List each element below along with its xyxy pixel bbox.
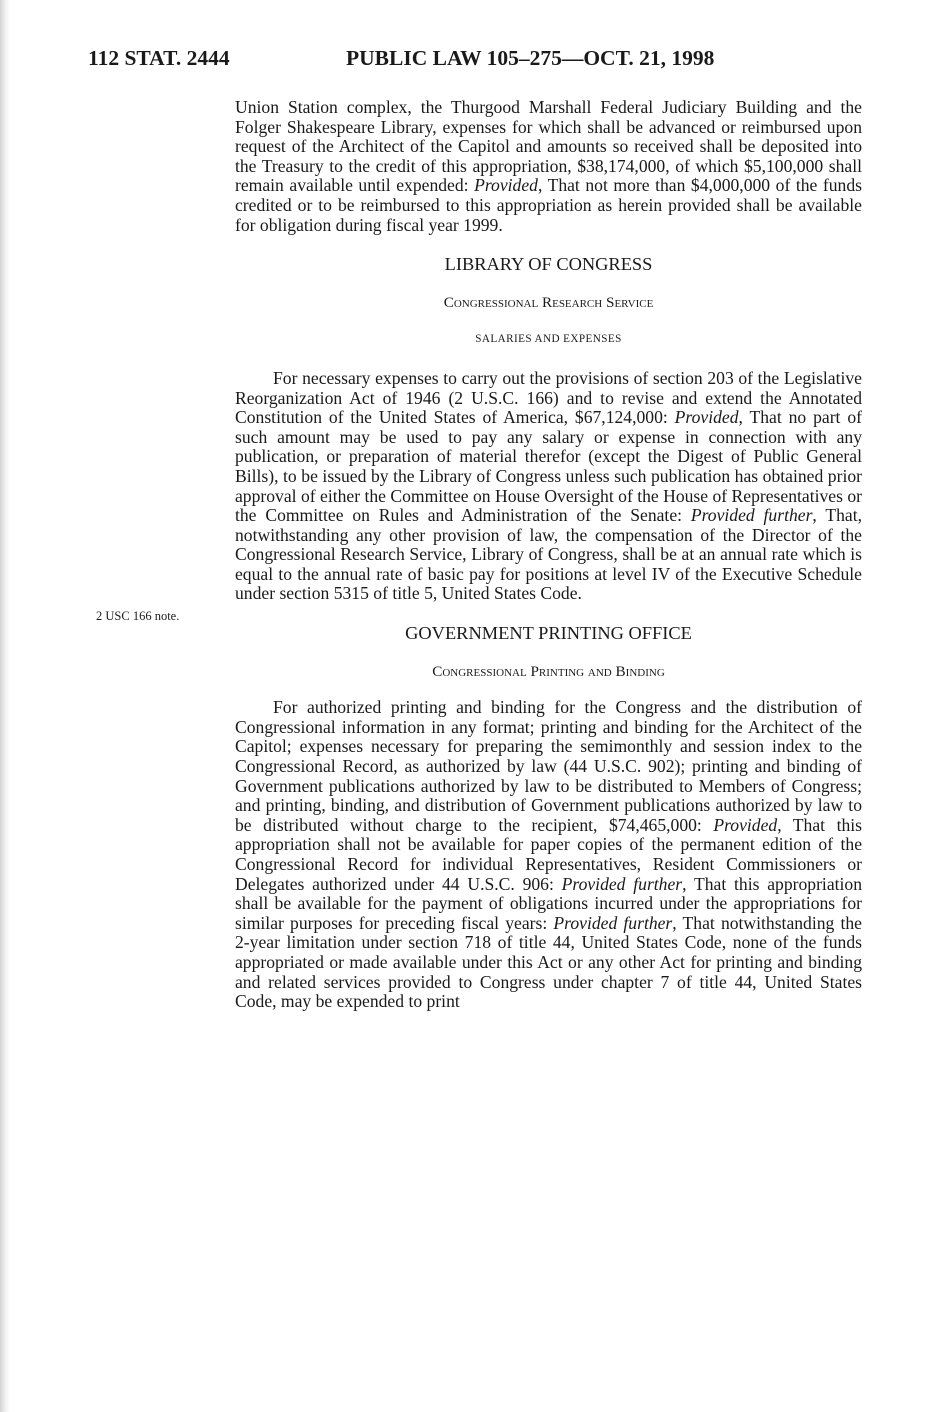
italic-proviso: Provided further [561,873,683,894]
public-law-citation: PUBLIC LAW 105–275—OCT. 21, 1998 [346,46,715,70]
subheading-congressional-research-service: Congressional Research Service [443,293,654,311]
agency-heading-library-of-congress: LIBRARY OF CONGRESS [444,254,653,275]
paragraph-crs [235,369,862,604]
text-run: , That this appropriation shall not be available for paper copies of the permanent edition of the Congressional Record for individual Representatives, Resident Commissioners or Delegates authorized under 44 U.S.C. 906: [235,814,862,894]
text-run: , That this appropriation shall be available for the payment of obligations incurred under the appropriations for similar purposes for preceding fiscal years: [235,873,863,933]
text-run: , That notwithstanding the 2-year limitation under section 718 of title 44, United States Code, none of the funds appropriated or made available under this Act or any other Act for printing and binding and related services provided to Congress under chapter 7 of title 44, United States Code, may be expended to print [235,912,862,1012]
subheading-congressional-printing-and-binding: Congressional Printing and Binding [432,662,665,680]
agency-heading-gpo: GOVERNMENT PRINTING OFFICE [405,623,692,644]
text-run: , That, notwithstanding any other provision of law, the compensation of the Director of the Congressional Research Service, Library of Congress, shall be at an annual rate which is equal to the annual rate of basic pay for positions at level IV of the Executive Schedule under section 5315 of title 5, United States Code. [235,505,862,604]
italic-proviso: Provided further [690,505,813,526]
text-run: , That not more than $4,000,000 of the funds credited or to be reimbursed to this appropriation as herein provided shall be available for obligation during fiscal year 1999. [235,175,862,235]
margin-note: 2 USC 166 note. [96,609,180,623]
statute-page-number: 112 STAT. 2444 [88,46,230,70]
scan-page-edge [0,0,10,1412]
italic-proviso: Provided [674,407,739,428]
paragraph-gpo [235,698,862,1012]
paragraph-continuation [235,98,862,235]
italic-proviso: Provided [474,175,538,196]
body-text [235,98,862,1012]
subheading-salaries-and-expenses: SALARIES AND EXPENSES [475,333,622,346]
text-run: Union Station complex, the Thurgood Marshall Federal Judiciary Building and the Folger Shakespeare Library, expenses for which shall be advanced or reimbursed upon request of the Architect of the Capitol and amounts so received shall be deposited into the Treasury to the credit of this appropriation, $38,174,000, of which $5,100,000 shall remain available until expended: [235,97,862,196]
italic-proviso: Provided [713,814,778,835]
text-run: For necessary expenses to carry out the provisions of section 203 of the Legislative Reorganization Act of 1946 (2 U.S.C. 166) and to revise and extend the Annotated Constitution of the United States of America, $67,124,000: [235,367,862,428]
italic-proviso: Provided further [553,912,673,933]
text-run: , That no part of such amount may be used to pay any salary or expense in connection with any publication, or preparation of material therefor (except the Digest of Public General Bills), to be issued by the Library of Congress unless such publication has obtained prior approval of either the Committee on House Oversight of the House of Representatives or the Committee on Rules and Administration of the Senate: [235,407,862,526]
text-run: For authorized printing and binding for the Congress and the distribution of Congressional information in any format; printing and binding for the Architect of the Capitol; expenses necessary for preparing the semimonthly and session index to the Congressional Record, as authorized by law (44 U.S.C. 902); printing and binding of Government publications authorized by law to be distributed to Members of Congress; and printing, binding, and distribution of Government publications authorized by law to be distributed without charge to the recipient, $74,465,000: [235,697,862,835]
page-header [88,46,868,86]
